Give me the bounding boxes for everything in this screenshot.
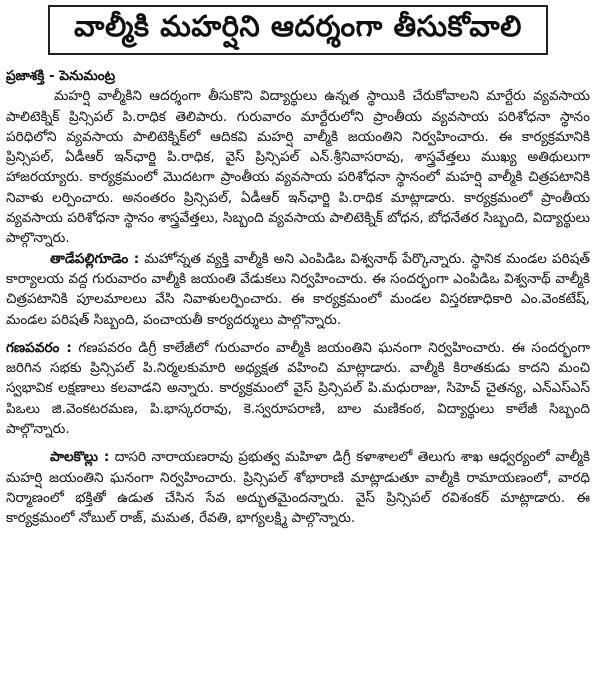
section-text: మహోన్నత వ్యక్తి వాల్మీకి అని ఎంపిడిఒ విశ్వనాథ్ పేర్కొన్నారు. స్థానిక మండల పరిషత్ కార్యాలయ వద్ద గురువారం వాల్మీకి జయంతి వేడుకలు నిర్వహించారు. ఈ సందర్భంగా ఎంపిడిఒ విశ్వనాథ్ వాల్మీకి చిత్రపటానికి పూలమాలలు వేసి నివాళులర్పించారు. ఈ కార్యక్రమంలో మండల విస్తరణాధికారి ఎం.వెంకటేష్, మండల పరిషత్ సిబ్బంది, పంచాయతీ కార్యదర్శులు పాల్గొన్నారు.	[6, 250, 591, 328]
intro-paragraph	[6, 66, 590, 249]
dateline: ప్రజాశక్తి - పెనుమంట్ర	[6, 68, 116, 84]
section-location: తాడేపల్లిగూడెం :	[50, 250, 140, 267]
headline: వాల్మీకి మహర్షిని ఆదర్శంగా తీసుకోవాలి	[74, 9, 522, 43]
section-location: పాలకొల్లు :	[50, 449, 110, 466]
intro-text: మహర్షి వాల్మీకిని ఆదర్శంగా తీసుకొని విద్యార్థులు ఉన్నత స్థాయికి చేరుకోవాలని మార్టేరు వ్యవసాయ పాలిటెక్నిక్ ప్రిన్సిపల్ పి.రాధిక తెలిపారు. గురువారం మార్టేరులోని ప్రాంతీయ వ్యవసాయ పరిశోధనా స్థానం పరిధిలోని వ్యవసాయ పాలిటెక్నిక్‌లో ఆదికవి మహర్షి వాల్మీకి జయంతిని నిర్వహించారు. ఈ కార్యక్రమానికి ప్రిన్సిపల్, ఏడీఆర్ ఇన్‌ఛార్జి పి.రాధిక, వైస్ ప్రిన్సిపల్ ఎన్.శ్రీనివాసరావు, శాస్త్రవేత్తలు ముఖ్య అతిథులుగా హాజరయ్యారు. కార్యక్రమంలో మొదటగా ప్రాంతీయ వ్యవసాయ పరిశోధనా స్థానంలో మహర్షి వాల్మీకి చిత్రపటానికి నివాళు లర్పించారు. అనంతరం ప్రిన్సిపల్, ఏడీఆర్ ఇన్‌ఛార్జి పి.రాధిక మాట్లాడారు. కార్యక్రమంలో ప్రాంతీయ వ్యవసాయ పరిశోధనా స్థానం శాస్త్రవేత్తలు, సిబ్బంది వ్యవసాయ పాలిటెక్నిక్ బోధన, బోధనేతర సిబ్బంది, విద్యార్థులు పాల్గొన్నారు.	[6, 88, 590, 247]
section-paragraph	[6, 249, 590, 330]
article-body	[6, 66, 590, 529]
section-paragraph	[6, 338, 590, 439]
section-location: గణపవరం :	[6, 339, 72, 356]
section-paragraph	[6, 447, 590, 528]
headline-box	[48, 5, 548, 55]
section-text: గణపవరం డిగ్రీ కాలేజీలో గురువారం వాల్మీకి జయంతిని ఘనంగా నిర్వహించారు. ఈ సందర్భంగా జరిగిన సభకు ప్రిన్సిపల్ పి.నిర్మలకుమారి అధ్యక్షత వహించి మాట్లాడారు. వాల్మీకి కిరాతకుడు కాదని మంచి స్వభావిక లక్షణాలు కలవాడని అన్నారు. కార్యక్రమంలో వైస్ ప్రిన్సిపల్ పి.మధురాజు, సిహెచ్ చైతన్య, ఎన్ఎస్ఎస్ పిఒలు జి.వెంకటరమణ, పి.భాస్కరరావు, కె.స్వరూపరాణి, బాల మణికంఠ, విద్యార్థులు కాలేజీ సిబ్బంది పాల్గొన్నారు.	[6, 339, 591, 438]
section-text: దాసరి నారాయణరావు ప్రభుత్వ మహిళా డిగ్రీ కళాశాలలో తెలుగు శాఖ ఆధ్వర్యంలో వాల్మీకి మహర్షి జయంతిని ఘనంగా నిర్వహించారు. ప్రిన్సిపల్ శోభారాణి మాట్లాడుతూ వాల్మీకి రామాయణంలో, వారధి నిర్మాణంలో భక్తితో ఉడుత చేసిన సేవ అద్భుతమైందన్నారు. వైస్ ప్రిన్సిపల్ రవిశంకర్ మాట్లాడారు. ఈ కార్యక్రమంలో నోబుల్ రాజ్, మమత, రేవతి, భాగ్యలక్ష్మి పాల్గొన్నారు.	[6, 449, 590, 527]
